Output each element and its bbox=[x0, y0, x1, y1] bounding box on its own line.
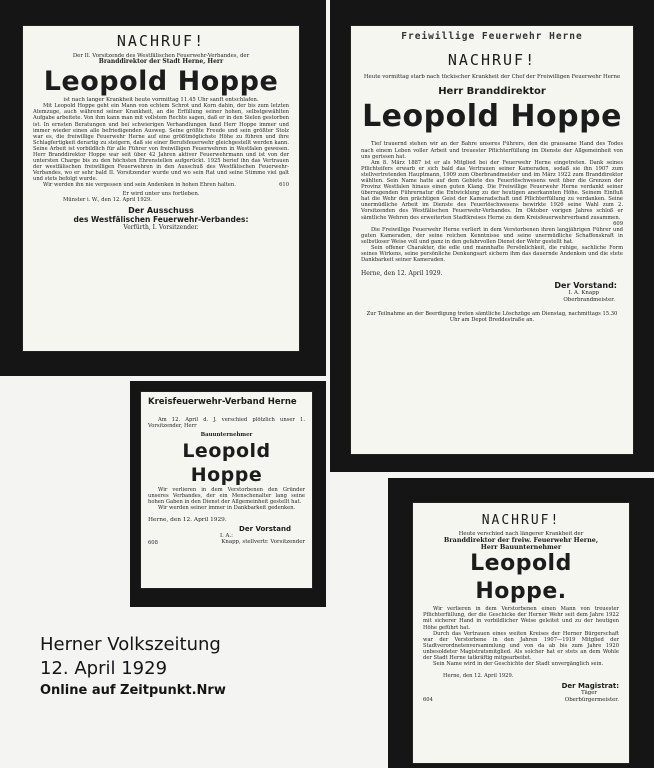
notice-heading: Kreisfeuerwehr-Verband Herne bbox=[148, 397, 297, 407]
notice-number: 608 bbox=[148, 539, 158, 546]
deceased-name: Leopold Hoppe bbox=[182, 439, 271, 486]
signature-ia: I. A.: bbox=[220, 533, 233, 540]
notice-date: Münster i. W., den 12. April 1929. bbox=[63, 196, 152, 203]
notice-date: Herne, den 12. April 1929. bbox=[443, 673, 514, 680]
notice-closing-line: Er wird unter uns fortleben. bbox=[122, 190, 200, 197]
signature-organisation: des Westfälischen Feuerwehr-Verbandes: bbox=[73, 215, 249, 225]
notice-intro-line: Am 12. April d. J. verschied plötzlich unser 1. Vorsitzender, Herr bbox=[148, 417, 305, 430]
signature-main: Der Magistrat: bbox=[561, 682, 619, 691]
notice-paragraph-1: Tief trauernd stehen wir an der Bahre unseres Führers, den die grausame Hand des Todes nach einem Leben voller Arbeit und treuester Pflichterfüllung im Dienste der Allgemeinheit von uns gerissen hat. bbox=[361, 141, 623, 160]
notice-heading: NACHRUF! bbox=[447, 51, 537, 69]
notice-heading: NACHRUF! bbox=[481, 513, 561, 528]
signature-row bbox=[148, 539, 305, 545]
obituary-notice-kreisfeuerwehr bbox=[130, 381, 326, 607]
notice-heading: NACHRUF! bbox=[116, 32, 206, 50]
deceased-name: Leopold Hoppe bbox=[362, 99, 622, 135]
caption-newspaper: Herner Volkszeitung bbox=[40, 634, 221, 655]
caption-source: Online auf Zeitpunkt.Nrw bbox=[40, 683, 226, 698]
notice-funeral-note: Zur Teilnahme an der Beerdigung treten sämtliche Löschzüge am Dienstag, nachmittags 15.30 Uhr am Depot Breddestraße an. bbox=[366, 311, 618, 324]
notice-number: 610 bbox=[279, 182, 289, 189]
caption-date: 12. April 1929 bbox=[40, 658, 168, 679]
notice-title-line: Branddirektor der Stadt Herne, Herr bbox=[98, 58, 224, 66]
obituary-notice-westfalen-verband bbox=[0, 0, 326, 376]
notice-paragraph-3: Sein Name wird in der Geschichte der Stadt unvergänglich sein. bbox=[433, 661, 604, 668]
notice-paragraph-2: Am 8. März 1887 ist er als Mitglied bei der Feuerwehr Herne eingetreten. Dank seines Pflichteifers erwarb er sich bald das Vertrauen seiner Kameraden, sodaß sie ihn 1907 zum stellvertretenden Hauptmann, 1909 zum Oberbrandmeister und im März 1922 zum Branddirektor wählten. Sein Name hatte auf dem Gebiete des Feuerlöschwesens weit über die Grenzen der Provinz Westfalen hinaus einen guten Klang. Die Freiwillige Feuerwehr Herne verdankt seiner überragenden Führernatur die Entwicklung zu der heutigen anerkannten Höhe. Seinem Einfluß hat die Wehr den prächtigen Geist der Kameradschaft und Pflichterfüllung zu verdanken. Seine unermüdliche Arbeit im Dienste des Feuerlöschwesens bewirkte 1926 seine Wahl zum 2. Vorsitzenden des Westfälischen Feuerwehr-Verbandes. Im Oktober vorigen Jahres schloß er sämtliche Wehren des erweiterten Stadtkreises Herne zu dem Kreisfeuerwehrverband zusammen. bbox=[361, 159, 623, 221]
notice-paragraph-2: Wir werden seiner immer in Dankbarkeit gedenken. bbox=[158, 504, 296, 511]
notice-paragraph-1: Wir verlieren in dem Verstorbenen einen Mann von treuester Pflichterfüllung, der die Geschicke der Herner Wehr seit dem Jahre 1922 mit sicherer Hand in vorbildlicher Weise geleitet und zu der heutigen Höhe geführt hat. bbox=[423, 606, 619, 631]
notice-death-line: ist nach langer Krankheit heute vormittag 11.45 Uhr sanft entschlafen. bbox=[63, 96, 259, 103]
notice-closing-text: Wir werden ihn nie vergessen und sein Andenken in hohen Ehren halten. bbox=[43, 182, 236, 189]
signature-main: Der Vorstand bbox=[239, 525, 291, 534]
notice-paragraph-4: Sein offener Charakter, die edle und mannhafte Persönlichkeit, die ruhige, sachliche Form seines Wirkens, seine persönliche Denkungsart sichern ihm das dauernde Andenken und die stete Dankbarkeit seiner Kameraden. bbox=[361, 245, 623, 264]
signature-role: Oberbrandmeister. bbox=[563, 296, 615, 303]
signature-main: Der Ausschuss bbox=[128, 206, 194, 216]
notice-intro-line: Heute verschied nach längerer Krankheit der bbox=[458, 531, 584, 537]
signature-person: Knapp, stellvertr. Vorsitzender bbox=[221, 539, 305, 546]
notice-paragraph-3: Die Freiwillige Feuerwehr Herne verliert in dem Verstorbenen ihren langjährigen Führer und guten Kameraden, der seine reichen Kenntnisse und seine unermüdliche Schaffenskraft in selbstloser Weise voll und ganz in den gefahrvollen Dienst der Wehr gestellt hat. bbox=[361, 226, 623, 245]
notice-paragraph-1: Wir verlieren in dem Verstorbenen den Gründer unseres Verbandes, der ein Menschenalter lang seine hohen Gaben in den Dienst der Allgemeinheit gestellt hat. bbox=[148, 486, 305, 505]
deceased-name: Leopold Hoppe bbox=[43, 65, 279, 97]
signature-person: Täger bbox=[581, 690, 597, 697]
notice-paragraph-2: Durch das Vertrauen eines weiten Kreises der Herner Bürgerschaft war der Verstorbene in den Jahren 1907—1919 Mitglied der Stadtverordnetenversammlung und von da ab bis zum Jahre 1920 unbesoldeter Magistratsmitglied. Als solcher hat er stets an dem Wohle der Stadt Herne tatkräftig mitgearbeitet. bbox=[423, 630, 619, 661]
signature-row bbox=[423, 697, 619, 703]
deceased-name: Leopold Hoppe. bbox=[470, 551, 572, 605]
notice-date: Herne, den 12. April 1929. bbox=[148, 516, 227, 523]
notice-title-line: Bauunternehmer bbox=[200, 432, 253, 439]
signature-person: I. A. Knapp bbox=[568, 290, 599, 297]
notice-number: 604 bbox=[423, 696, 433, 703]
notice-subtitle-line: Herr Bauunternehmer bbox=[480, 542, 562, 551]
obituary-notice-feuerwehr-herne bbox=[330, 0, 654, 472]
notice-intro-line: Der II. Vorsitzende des Westfälischen Feuerwehr-Verbandes, der bbox=[72, 53, 250, 59]
obituary-notice-magistrat bbox=[388, 478, 654, 768]
notice-body-text: Mit Leopold Hoppe geht ein Mann von echtem Schrot und Korn dahin, der bis zum letzten Atemzuge, auch während seiner Krankheit, an die Erfüllung seiner hohen, selbstgewählten Aufgabe arbeitete. Von ihm kann man mit vollstem Rechte sagen, daß er in den Sielen gestorben ist. In ernsten Beratungen und bei schwierigen Verhandlungen fand Herr Hoppe immer und immer wieder einen alle befriedigenden Ausweg. Seine größte Freude und sein größter Stolz war es, die freiwillige Feuerwehr Herne auf eine größtmöglichste Höhe zu führen und ihre Schlagfertigkeit derartig zu steigern, daß sie einer Berufsfeuerwehr gleichgestellt werden kann. Seine Arbeit ist vorbildlich für alle Führer von freiwilligen Feuerwehren in Westfalen gewesen. Herr Branddirektor Hoppe war seit über 42 Jahren aktiver Feuerwehrmann und ist von der untersten Charge bis zu den höchsten Ehrenstellen aufgerückt. 1925 berief ihn das Vertrauen der westfälischen freiwilligen Feuerwehren in den Ausschuß des Westfälischen Feuerwehr-Verbandes, wo er sehr bald II. Vorsitzender wurde und wo sein Rat und seine Stimme viel galt und stets befolgt wurde. bbox=[33, 103, 289, 183]
signature-person: Verfürth, I. Vorsitzender. bbox=[123, 224, 199, 232]
notice-number: 609 bbox=[613, 220, 623, 227]
closing-row bbox=[33, 182, 289, 188]
signature-role: Oberbürgermeister. bbox=[564, 696, 619, 703]
notice-date: Herne, den 12. April 1929. bbox=[361, 270, 443, 278]
notice-title-line: Herr Branddirektor bbox=[438, 86, 546, 98]
notice-title-line: Branddirektor der freiw. Feuerwehr Herne, bbox=[443, 536, 599, 545]
notice-top-title: Freiwillige Feuerwehr Herne bbox=[401, 31, 583, 42]
notice-intro-line: Heute vormittag starb nach tückischer Krankheit der Chef der Freiwilligen Feuerwehr Herne bbox=[363, 74, 621, 80]
signature-main: Der Vorstand: bbox=[554, 281, 617, 291]
